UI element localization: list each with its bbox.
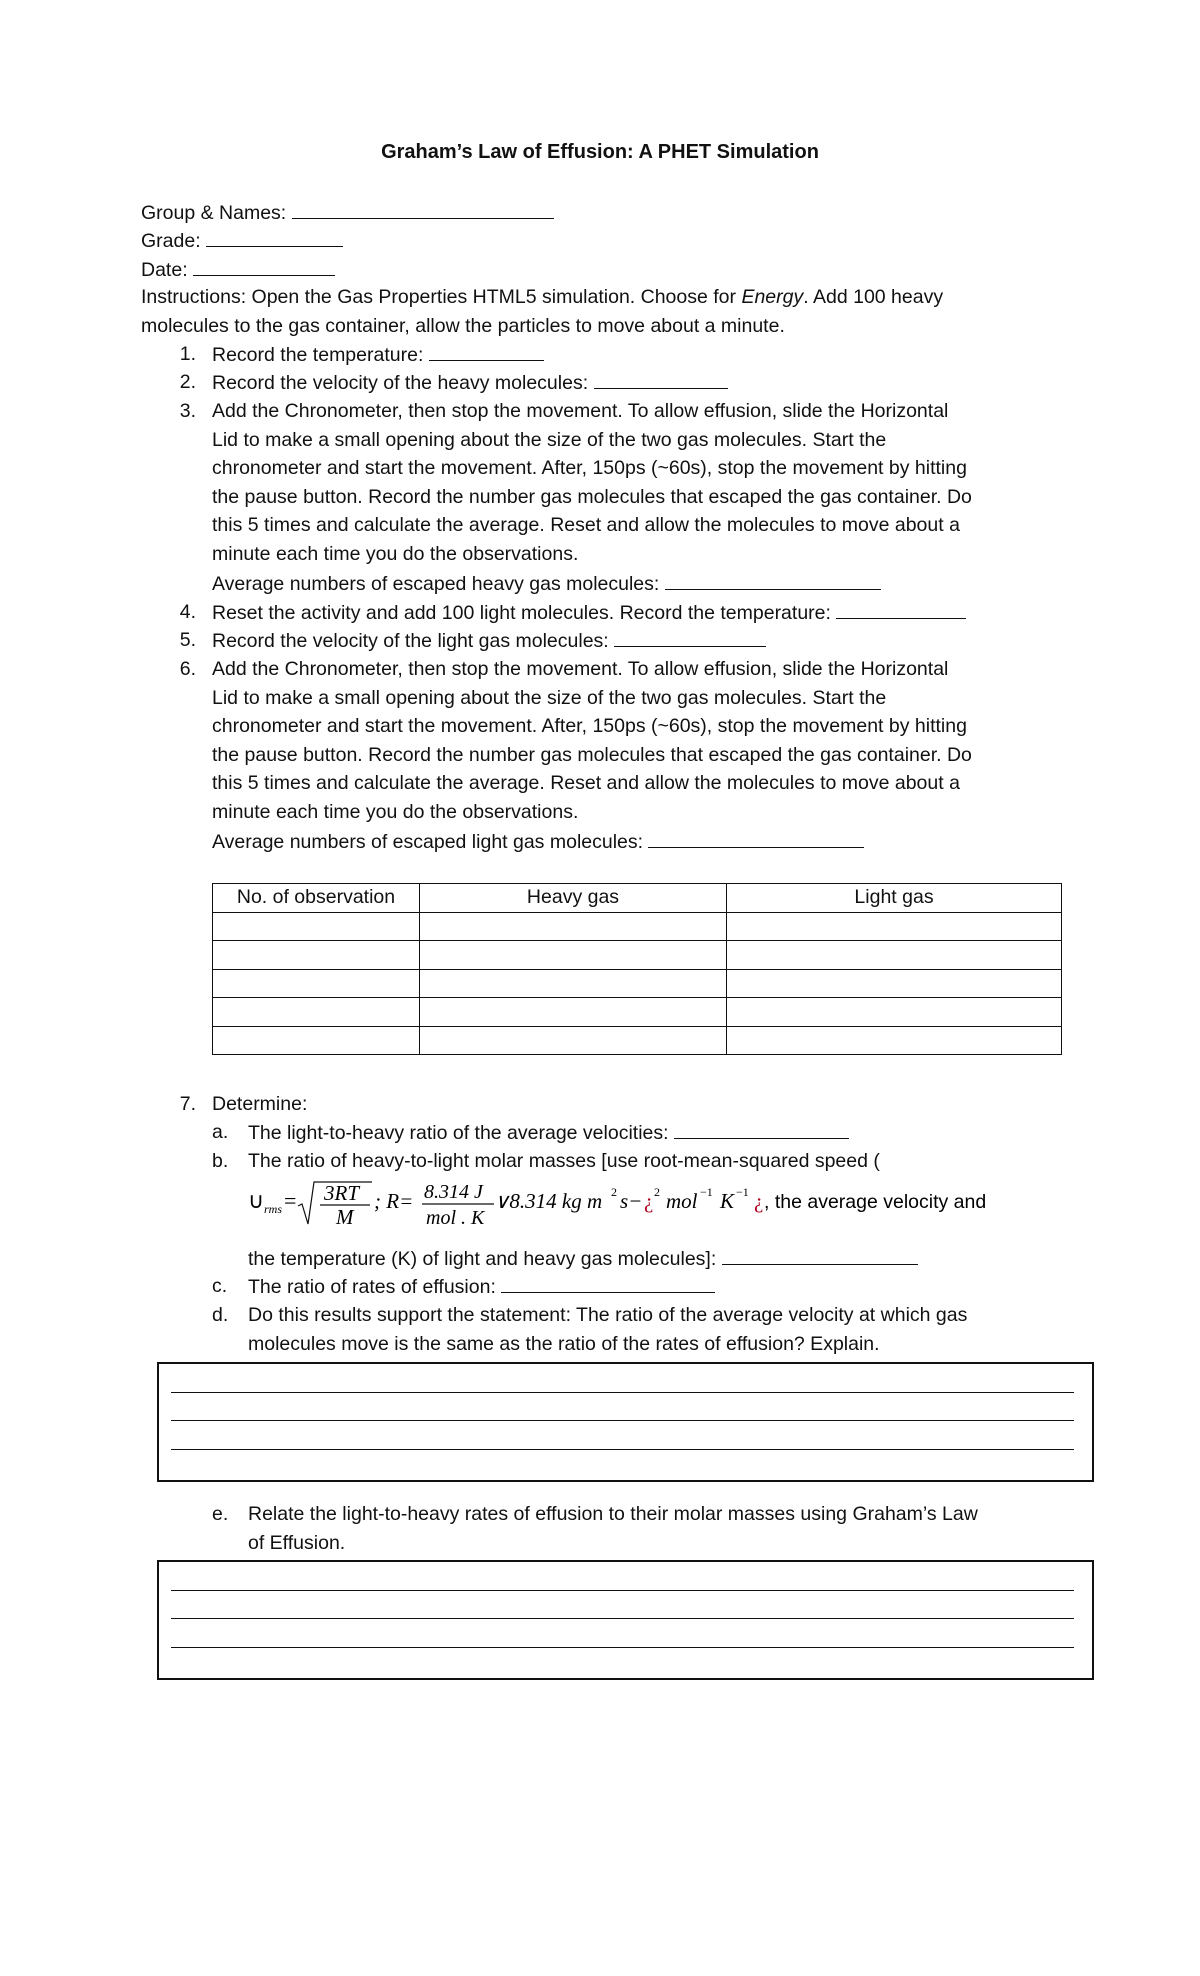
fraction-denominator-molk: mol . K bbox=[426, 1207, 485, 1228]
fraction-numerator-3rt: 3RT bbox=[324, 1181, 360, 1205]
step-7e bbox=[248, 1500, 1078, 1557]
table-cell[interactable] bbox=[213, 941, 420, 970]
grade-label: Grade: bbox=[141, 230, 201, 252]
heavy-velocity-blank[interactable] bbox=[594, 368, 728, 389]
instructions-line-2: molecules to the gas container, allow the particles to move about a minute. bbox=[141, 315, 785, 337]
answer-line bbox=[171, 1449, 1074, 1450]
step-6-line: minute each time you do the observations. bbox=[212, 800, 579, 823]
table-cell[interactable] bbox=[420, 912, 727, 941]
sub-label: d. bbox=[212, 1304, 229, 1326]
table-cell[interactable] bbox=[213, 998, 420, 1027]
table-cell[interactable] bbox=[420, 1026, 727, 1055]
instructions-text: Instructions: Open the Gas Properties HTML5 simulation. Choose for bbox=[141, 286, 742, 308]
step-5 bbox=[212, 626, 1072, 656]
step-7c-text: The ratio of rates of effusion: bbox=[248, 1276, 496, 1298]
step-3-line: minute each time you do the observations. bbox=[212, 542, 579, 565]
step-5-text: Record the velocity of the light gas molecules: bbox=[212, 630, 609, 652]
fraction-denominator-m: M bbox=[336, 1205, 354, 1228]
step-6 bbox=[212, 655, 1072, 856]
r-equals: ; R= bbox=[374, 1189, 414, 1213]
step-1-text: Record the temperature: bbox=[212, 344, 424, 366]
step-3 bbox=[212, 397, 1072, 598]
answer-line bbox=[171, 1590, 1074, 1591]
date-blank[interactable] bbox=[193, 255, 335, 276]
step-7b-line3-text: the temperature (K) of light and heavy gas molecules]: bbox=[248, 1248, 717, 1270]
table-cell[interactable] bbox=[727, 969, 1062, 998]
sub-label: e. bbox=[212, 1503, 229, 1525]
sub-label: c. bbox=[212, 1275, 228, 1297]
step-7e-line: Relate the light-to-heavy rates of effusion to their molar masses using Graham’s Law bbox=[248, 1503, 978, 1525]
answer-line bbox=[171, 1420, 1074, 1421]
table-row bbox=[213, 969, 1062, 998]
step-number: 3. bbox=[179, 400, 196, 422]
formula-trailing-text: , the average velocity and bbox=[764, 1191, 987, 1213]
superscript: 2 bbox=[611, 1185, 617, 1199]
step-2 bbox=[212, 368, 1072, 398]
table-header-observation: No. of observation bbox=[213, 884, 420, 913]
velocity-ratio-blank[interactable] bbox=[674, 1118, 849, 1139]
group-names-line bbox=[141, 198, 554, 227]
formula-units: K bbox=[720, 1189, 735, 1213]
light-temperature-blank[interactable] bbox=[836, 598, 966, 619]
formula-units: ∨8.314 kg m bbox=[494, 1189, 603, 1213]
step-3-line: this 5 times and calculate the average. Reset and allow the molecules to move about a bbox=[212, 514, 960, 537]
table-cell[interactable] bbox=[727, 1026, 1062, 1055]
step-7d bbox=[248, 1301, 1078, 1358]
answer-line bbox=[171, 1392, 1074, 1393]
table-cell[interactable] bbox=[420, 998, 727, 1027]
answer-line bbox=[171, 1647, 1074, 1648]
rms-formula bbox=[248, 1176, 1088, 1228]
step-7-text: Determine: bbox=[212, 1093, 308, 1115]
step-number: 6. bbox=[179, 658, 196, 680]
step-3-line: Add the Chronometer, then stop the movement. To allow effusion, slide the Horizontal bbox=[212, 400, 949, 422]
table-cell[interactable] bbox=[727, 912, 1062, 941]
step-7b-text: The ratio of heavy-to-light molar masses [use root-mean-squared speed ( bbox=[248, 1150, 880, 1172]
instructions-line-1 bbox=[141, 283, 943, 311]
superscript: 2 bbox=[654, 1185, 660, 1199]
rms-subscript: rms bbox=[264, 1202, 283, 1216]
step-3-line: the pause button. Record the number gas molecules that escaped the gas container. Do bbox=[212, 485, 972, 508]
observation-table bbox=[212, 883, 1062, 1055]
sub-label: a. bbox=[212, 1121, 229, 1143]
step-3-answer bbox=[212, 569, 1072, 599]
instructions-emphasis: Energy bbox=[741, 286, 804, 308]
table-row bbox=[213, 912, 1062, 941]
step-7a-text: The light-to-heavy ratio of the average velocities: bbox=[248, 1122, 669, 1144]
instructions-text-end: . Add 100 heavy bbox=[803, 286, 944, 308]
light-average-blank[interactable] bbox=[648, 827, 864, 848]
grade-blank[interactable] bbox=[206, 226, 343, 247]
superscript: −1 bbox=[736, 1185, 749, 1199]
light-velocity-blank[interactable] bbox=[614, 626, 766, 647]
fraction-numerator-8314: 8.314 J bbox=[424, 1181, 483, 1203]
step-7b-line3 bbox=[248, 1244, 1078, 1274]
answer-box-d[interactable] bbox=[157, 1362, 1094, 1482]
table-row bbox=[213, 1026, 1062, 1055]
step-1 bbox=[212, 340, 1072, 370]
date-line bbox=[141, 255, 335, 284]
step-7a bbox=[248, 1118, 1078, 1148]
step-number: 2. bbox=[179, 371, 196, 393]
table-row bbox=[213, 998, 1062, 1027]
table-header-heavy-gas: Heavy gas bbox=[420, 884, 727, 913]
step-3-line: chronometer and start the movement. After, 150ps (~60s), stop the movement by hitting bbox=[212, 457, 967, 480]
table-cell[interactable] bbox=[420, 941, 727, 970]
group-names-blank[interactable] bbox=[292, 198, 554, 219]
step-number: 5. bbox=[179, 629, 196, 651]
step-7d-line: Do this results support the statement: The ratio of the average velocity at which gas bbox=[248, 1304, 968, 1326]
rms-formula-svg bbox=[248, 1176, 1088, 1228]
step-6-answer bbox=[212, 827, 1072, 857]
step-number: 7. bbox=[179, 1093, 196, 1115]
page-title: Graham’s Law of Effusion: A PHET Simulation bbox=[381, 141, 819, 163]
answer-line bbox=[171, 1618, 1074, 1619]
step-3-answer-label: Average numbers of escaped heavy gas molecules: bbox=[212, 572, 660, 595]
table-cell[interactable] bbox=[727, 998, 1062, 1027]
union-symbol: ∪ bbox=[248, 1188, 265, 1213]
date-label: Date: bbox=[141, 259, 188, 281]
step-2-text: Record the velocity of the heavy molecules: bbox=[212, 372, 589, 394]
step-4-text: Reset the activity and add 100 light molecules. Record the temperature: bbox=[212, 602, 831, 624]
table-cell[interactable] bbox=[213, 912, 420, 941]
group-names-label: Group & Names: bbox=[141, 202, 287, 224]
effusion-ratio-blank[interactable] bbox=[501, 1272, 715, 1293]
table-header-light-gas: Light gas bbox=[727, 884, 1062, 913]
temperature-blank[interactable] bbox=[429, 340, 544, 361]
step-6-line: chronometer and start the movement. After, 150ps (~60s), stop the movement by hitting bbox=[212, 715, 967, 738]
step-3-line: Lid to make a small opening about the size of the two gas molecules. Start the bbox=[212, 428, 887, 451]
table-row bbox=[213, 941, 1062, 970]
table-header-row bbox=[213, 884, 1062, 913]
step-6-line: the pause button. Record the number gas molecules that escaped the gas container. Do bbox=[212, 743, 972, 766]
table-cell[interactable] bbox=[213, 1026, 420, 1055]
step-7d-line: molecules move is the same as the ratio of the rates of effusion? Explain. bbox=[248, 1332, 880, 1355]
table-cell[interactable] bbox=[727, 941, 1062, 970]
step-7c bbox=[248, 1272, 1078, 1302]
step-7e-line: of Effusion. bbox=[248, 1531, 346, 1554]
step-6-answer-label: Average numbers of escaped light gas molecules: bbox=[212, 830, 644, 853]
heavy-average-blank[interactable] bbox=[665, 569, 881, 590]
molar-mass-ratio-blank[interactable] bbox=[722, 1244, 918, 1265]
table-cell[interactable] bbox=[420, 969, 727, 998]
formula-units: mol bbox=[666, 1189, 698, 1213]
equals-sign: = bbox=[284, 1188, 297, 1213]
grade-line bbox=[141, 226, 343, 255]
superscript: −1 bbox=[700, 1185, 713, 1199]
step-6-line: Add the Chronometer, then stop the movement. To allow effusion, slide the Horizontal bbox=[212, 658, 949, 680]
formula-units: s− bbox=[620, 1189, 643, 1213]
sub-label: b. bbox=[212, 1150, 229, 1172]
step-number: 4. bbox=[179, 601, 196, 623]
step-6-line: this 5 times and calculate the average. Reset and allow the molecules to move about a bbox=[212, 772, 960, 795]
step-4 bbox=[212, 598, 1072, 628]
question-glyph: ¿ bbox=[644, 1189, 654, 1213]
question-glyph: ¿ bbox=[754, 1189, 764, 1213]
table-cell[interactable] bbox=[213, 969, 420, 998]
step-6-line: Lid to make a small opening about the size of the two gas molecules. Start the bbox=[212, 686, 887, 709]
step-number: 1. bbox=[179, 343, 196, 365]
answer-box-e[interactable] bbox=[157, 1560, 1094, 1680]
